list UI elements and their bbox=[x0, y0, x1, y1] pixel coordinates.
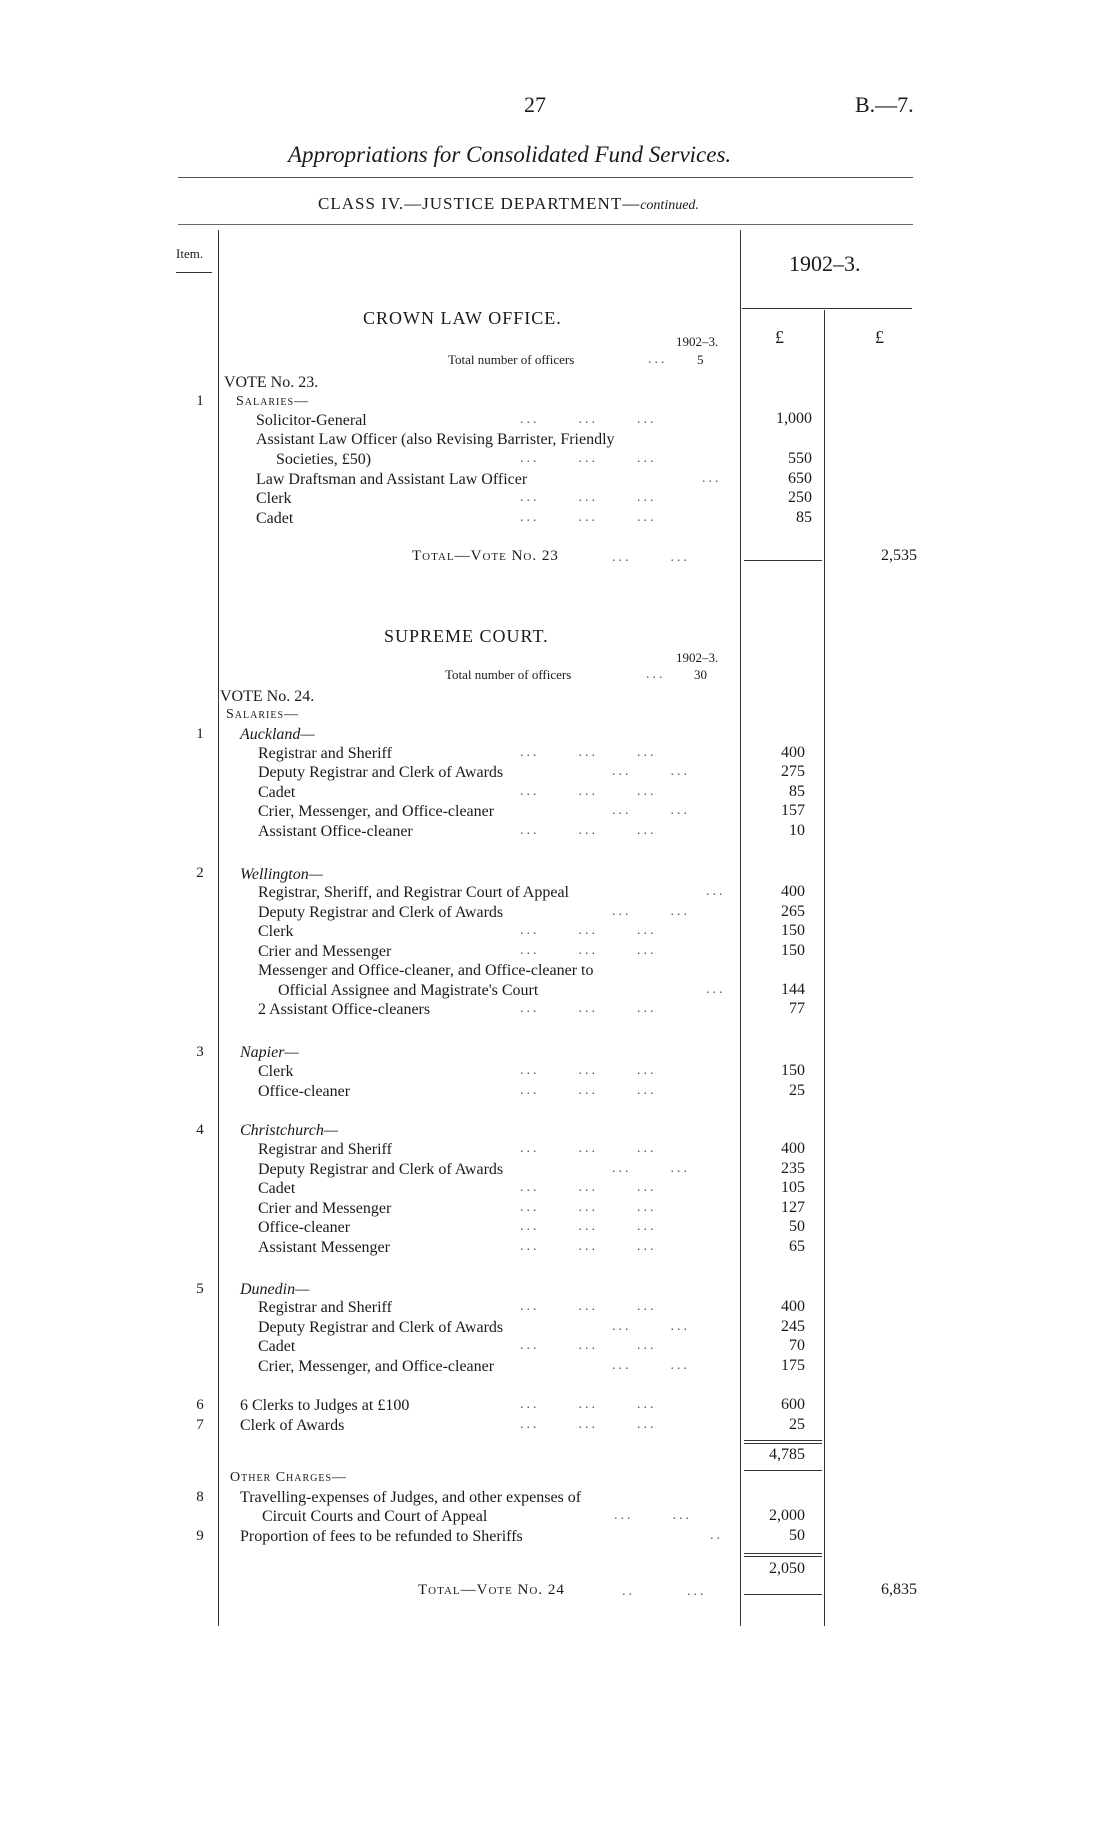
line-item-amount: 65 bbox=[789, 1238, 805, 1255]
dot-leader: ... ... ... bbox=[520, 1001, 657, 1016]
item-number: 4 bbox=[196, 1122, 204, 1138]
dot-leader: ... ... bbox=[612, 1161, 690, 1176]
dot-leader: ... ... ... bbox=[520, 1397, 657, 1412]
item-number: 7 bbox=[196, 1417, 204, 1433]
line-item-amount: 650 bbox=[788, 470, 812, 487]
dot-leader: ... ... ... bbox=[520, 1239, 657, 1254]
line-item-amount: 2,000 bbox=[769, 1507, 805, 1524]
subtotal-rule bbox=[744, 560, 822, 561]
dot-leader: ... bbox=[702, 471, 722, 486]
line-item-amount: 150 bbox=[781, 1062, 805, 1079]
place-heading-auckland: Auckland— bbox=[240, 726, 315, 743]
line-item-label: Circuit Courts and Court of Appeal bbox=[262, 1508, 488, 1525]
line-item-label: Messenger and Office-cleaner, and Office-cleaner to bbox=[258, 962, 594, 979]
dot-leader: ... ... ... bbox=[520, 923, 657, 938]
line-item-label: Crier, Messenger, and Office-cleaner bbox=[258, 803, 495, 820]
dot-leader: ... ... bbox=[614, 1508, 692, 1523]
line-item-amount: 127 bbox=[781, 1199, 805, 1216]
line-item-label: Crier and Messenger bbox=[258, 1200, 392, 1217]
amount-column-divider bbox=[740, 230, 741, 1626]
dot-leader: ... ... ... bbox=[520, 412, 657, 427]
line-item-amount: 25 bbox=[789, 1082, 805, 1099]
line-item-label: Clerk bbox=[256, 490, 292, 507]
line-item-amount: 157 bbox=[781, 802, 805, 819]
dot-leader: .. bbox=[710, 1528, 723, 1543]
dot-leader: ... ... ... bbox=[520, 1299, 657, 1314]
line-item-amount: 50 bbox=[789, 1527, 805, 1544]
pound-right-header: £ bbox=[875, 327, 884, 347]
line-item-amount: 85 bbox=[789, 783, 805, 800]
line-item-label: Crier, Messenger, and Office-cleaner bbox=[258, 1358, 495, 1375]
dot-leader: ... ... ... bbox=[520, 1083, 657, 1098]
crown-law-total-amount: 2,535 bbox=[881, 547, 917, 564]
dot-leader: ... bbox=[706, 982, 726, 997]
line-item-amount: 150 bbox=[781, 922, 805, 939]
subtotal-column-divider bbox=[824, 310, 825, 1626]
dot-leader: ... ... bbox=[612, 1358, 690, 1373]
line-item-label: Deputy Registrar and Clerk of Awards bbox=[258, 1319, 504, 1336]
dot-leader: ... ... bbox=[612, 1319, 690, 1334]
item-number: 6 bbox=[196, 1397, 204, 1413]
page-title: Appropriations for Consolidated Fund Services. bbox=[288, 142, 732, 167]
item-column-header: Item. bbox=[176, 246, 204, 261]
line-item-label: Assistant Law Officer (also Revising Barrister, Friendly bbox=[256, 431, 615, 448]
dot-leader: ... ... bbox=[612, 764, 690, 779]
line-item-amount: 400 bbox=[781, 744, 805, 761]
supreme-total-amount: 6,835 bbox=[881, 1581, 917, 1598]
crown-law-vote: VOTE No. 23. bbox=[224, 374, 319, 391]
supreme-total-label: Total—Vote No. 24 bbox=[418, 1582, 565, 1598]
line-item-amount: 400 bbox=[781, 1140, 805, 1157]
line-item-label: Official Assignee and Magistrate's Court bbox=[278, 982, 539, 999]
class-heading: CLASS IV.—JUSTICE DEPARTMENT—continued. bbox=[318, 194, 699, 213]
line-item-label: Registrar and Sheriff bbox=[258, 1299, 392, 1316]
line-item-label: Crier and Messenger bbox=[258, 943, 392, 960]
dot-leader: ... ... bbox=[612, 904, 690, 919]
title-rule bbox=[178, 177, 913, 178]
item-number: 5 bbox=[196, 1281, 204, 1297]
class-heading-suffix: continued. bbox=[640, 198, 699, 213]
salaries-subtotal: 4,785 bbox=[769, 1446, 805, 1463]
line-item-label: Deputy Registrar and Clerk of Awards bbox=[258, 904, 504, 921]
supreme-officers-count: 30 bbox=[694, 667, 707, 682]
line-item-amount: 150 bbox=[781, 942, 805, 959]
line-item-label: Cadet bbox=[258, 1180, 296, 1197]
line-item-label: Cadet bbox=[258, 784, 296, 801]
line-item-amount: 250 bbox=[788, 489, 812, 506]
other-charges-label: Other Charges— bbox=[230, 1470, 348, 1485]
line-item-amount: 70 bbox=[789, 1337, 805, 1354]
crown-law-total-label: Total—Vote No. 23 bbox=[412, 548, 559, 564]
dot-leader: ... ... ... bbox=[520, 1417, 657, 1432]
pound-left-header: £ bbox=[775, 327, 784, 347]
supreme-officers-label: Total number of officers bbox=[445, 667, 572, 682]
other-charges-subtotal: 2,050 bbox=[769, 1560, 805, 1577]
item-number: 9 bbox=[196, 1528, 204, 1544]
line-item-amount: 600 bbox=[781, 1396, 805, 1413]
item-number: 1 bbox=[196, 726, 204, 742]
dot-leader: ... bbox=[648, 352, 668, 367]
dot-leader: ... ... ... bbox=[520, 943, 657, 958]
dot-leader: ... ... ... bbox=[520, 1200, 657, 1215]
line-item-label: 6 Clerks to Judges at £100 bbox=[240, 1397, 410, 1414]
line-item-amount: 144 bbox=[781, 981, 805, 998]
line-item-amount: 275 bbox=[781, 763, 805, 780]
line-item-amount: 550 bbox=[788, 450, 812, 467]
dot-leader: ... ... ... bbox=[520, 745, 657, 760]
line-item-amount: 175 bbox=[781, 1357, 805, 1374]
subtotal-rule bbox=[744, 1553, 822, 1554]
line-item-amount: 400 bbox=[781, 1298, 805, 1315]
crown-law-title: CROWN LAW OFFICE. bbox=[363, 308, 562, 328]
line-item-label: Clerk bbox=[258, 923, 294, 940]
line-item-amount: 245 bbox=[781, 1318, 805, 1335]
place-heading-dunedin: Dunedin— bbox=[240, 1281, 310, 1298]
year-column-header: 1902–3. bbox=[789, 251, 861, 276]
dot-leader: ... ... ... bbox=[520, 784, 657, 799]
line-item-label: Cadet bbox=[256, 510, 294, 527]
item-number: 1 bbox=[196, 393, 204, 409]
document-reference: B.—7. bbox=[855, 92, 914, 117]
dot-leader: ... ... ... bbox=[520, 490, 657, 505]
page-number: 27 bbox=[524, 92, 546, 117]
line-item-amount: 85 bbox=[796, 509, 812, 526]
item-column-divider bbox=[218, 230, 219, 1626]
salaries-label: Salaries— bbox=[236, 394, 310, 409]
line-item-label: Clerk of Awards bbox=[240, 1417, 345, 1434]
subtotal-rule bbox=[744, 1556, 822, 1557]
line-item-label: Law Draftsman and Assistant Law Officer bbox=[256, 471, 528, 488]
dot-leader: ... ... ... bbox=[520, 1219, 657, 1234]
subtotal-rule bbox=[744, 1440, 822, 1441]
line-item-label: Registrar and Sheriff bbox=[258, 1141, 392, 1158]
supreme-court-title: SUPREME COURT. bbox=[384, 626, 549, 646]
year-header-rule bbox=[742, 308, 912, 309]
place-heading-wellington: Wellington— bbox=[240, 866, 323, 883]
dot-leader: ... ... ... bbox=[520, 510, 657, 525]
line-item-amount: 25 bbox=[789, 1416, 805, 1433]
dot-leader: ... ... ... bbox=[520, 451, 657, 466]
line-item-amount: 105 bbox=[781, 1179, 805, 1196]
line-item-label: Travelling-expenses of Judges, and other expenses of bbox=[240, 1489, 582, 1506]
line-item-label: Assistant Messenger bbox=[258, 1239, 390, 1256]
dot-leader: ... ... ... bbox=[520, 1338, 657, 1353]
salaries-label: Salaries— bbox=[226, 707, 300, 722]
dot-leader: ... ... ... bbox=[520, 1141, 657, 1156]
line-item-amount: 265 bbox=[781, 903, 805, 920]
line-item-label: Deputy Registrar and Clerk of Awards bbox=[258, 764, 504, 781]
crown-law-officers-year: 1902–3. bbox=[676, 334, 719, 349]
line-item-amount: 400 bbox=[781, 883, 805, 900]
item-number: 8 bbox=[196, 1489, 204, 1505]
line-item-label: Office-cleaner bbox=[258, 1219, 351, 1236]
line-item-label: Proportion of fees to be refunded to Sheriffs bbox=[240, 1528, 523, 1545]
line-item-amount: 235 bbox=[781, 1160, 805, 1177]
item-number: 3 bbox=[196, 1044, 204, 1060]
dot-leader: ... ... bbox=[612, 550, 690, 565]
line-item-label: Deputy Registrar and Clerk of Awards bbox=[258, 1161, 504, 1178]
supreme-officers-year: 1902–3. bbox=[676, 650, 719, 665]
subtotal-rule bbox=[744, 1470, 822, 1471]
place-heading-christchurch: Christchurch— bbox=[240, 1122, 339, 1139]
item-header-rule bbox=[176, 272, 212, 273]
line-item-label: Registrar, Sheriff, and Registrar Court of Appeal bbox=[258, 884, 569, 901]
subtotal-rule bbox=[744, 1443, 822, 1444]
line-item-label: Societies, £50) bbox=[276, 451, 372, 468]
supreme-vote: VOTE No. 24. bbox=[220, 688, 315, 705]
dot-leader: ... bbox=[706, 884, 726, 899]
line-item-label: Assistant Office-cleaner bbox=[258, 823, 413, 840]
line-item-amount: 1,000 bbox=[776, 410, 812, 427]
line-item-label: Office-cleaner bbox=[258, 1083, 351, 1100]
crown-law-officers-label: Total number of officers bbox=[448, 352, 575, 367]
line-item-amount: 77 bbox=[789, 1000, 805, 1017]
line-item-amount: 10 bbox=[789, 822, 805, 839]
class-rule bbox=[178, 224, 913, 225]
line-item-label: Clerk bbox=[258, 1063, 294, 1080]
place-heading-napier: Napier— bbox=[240, 1044, 299, 1061]
subtotal-rule bbox=[744, 1594, 822, 1595]
line-item-label: Registrar and Sheriff bbox=[258, 745, 392, 762]
dot-leader: ... bbox=[646, 667, 666, 682]
dot-leader: ... ... bbox=[612, 803, 690, 818]
crown-law-officers-count: 5 bbox=[697, 352, 704, 367]
line-item-amount: 50 bbox=[789, 1218, 805, 1235]
line-item-label: Solicitor-General bbox=[256, 412, 367, 429]
line-item-label: Cadet bbox=[258, 1338, 296, 1355]
dot-leader: ... ... ... bbox=[520, 823, 657, 838]
line-item-label: 2 Assistant Office-cleaners bbox=[258, 1001, 431, 1018]
dot-leader: ... ... ... bbox=[520, 1180, 657, 1195]
item-number: 2 bbox=[196, 865, 204, 881]
dot-leader: ... ... ... bbox=[520, 1063, 657, 1078]
dot-leader: .. ... bbox=[622, 1584, 707, 1599]
